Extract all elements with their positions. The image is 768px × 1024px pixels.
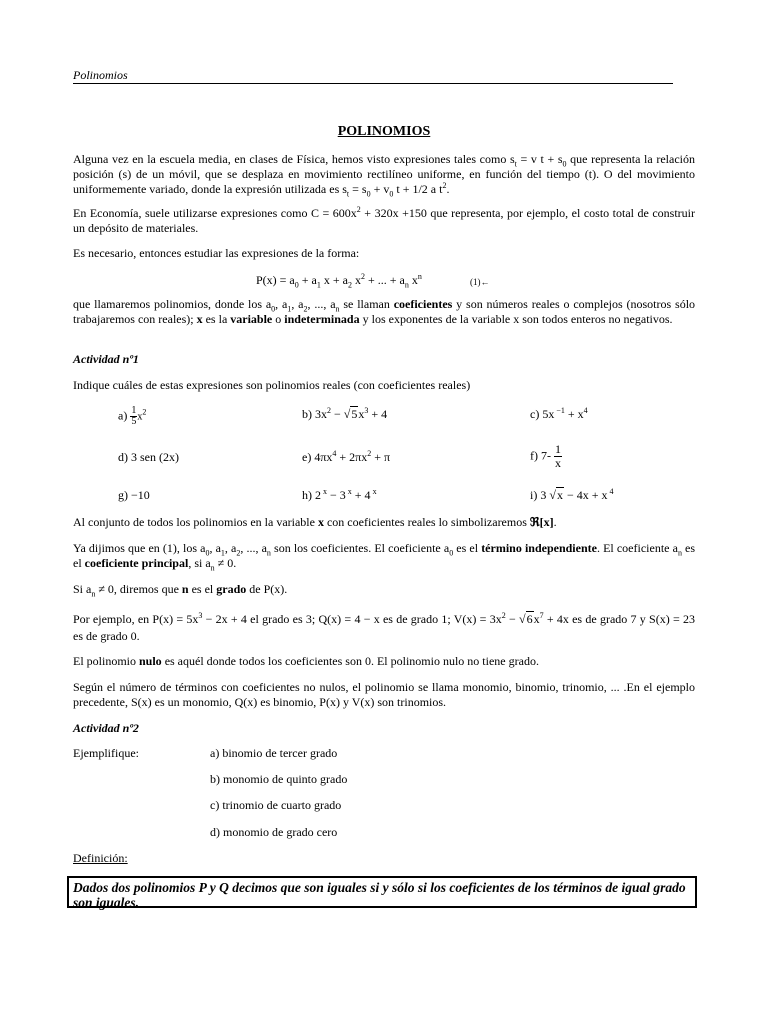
- activity-2-item-a: a) binomio de tercer grado: [210, 746, 338, 760]
- degree-example-paragraph: Por ejemplo, en $P(x) = 5x^3 - 2x + 4$ el grado es 3; Q(x) = 4 − x es de grado 1; $V(x) = 3x^2 - √6x^7 + 4x$ es de grado 7 y S(x) = 23 es de grado 0.: [73, 611, 695, 643]
- option-b: b) $3x^2 - √5x^3 + 4$: [302, 406, 388, 421]
- activity-2-item-c: c) trinomio de cuarto grado: [210, 798, 342, 812]
- set-definition-paragraph: Al conjunto de todos los polinomios en la variable x con coeficientes reales lo simbolizaremos ℜ[x].: [73, 515, 557, 529]
- polynomial-formula: $P(x) = a_0 + a_1$ $x + a_2$ $x^2$ + ... + $a_n$ $x^n$: [256, 272, 422, 290]
- activity-2-item-d: d) monomio de grado cero: [210, 825, 338, 839]
- null-polynomial-paragraph: El polinomio nulo es aquél donde todos los coeficientes son 0. El polinomio nulo no tiene grado.: [73, 654, 539, 668]
- option-e: e) $4\pi x^4 + 2\pi x^2 + \pi$: [302, 449, 391, 464]
- definition-paragraph: que llamaremos polinomios, donde los $a_0$, $a_1$, $a_2$, ..., $a_n$ se llaman coeficientes y son números reales o complejos (nosotros sólo trabajaremos con reales); x es la variable o indeterminada y los exponentes de la variable x son todos enteros no negativos.: [73, 297, 696, 326]
- classification-paragraph: Según el número de términos con coeficientes no nulos, el polinomio se llama monomio, binomio, trinomio, ... .En el ejemplo precedente, S(x) es un monomio, Q(x) es binomio, P(x) y V(x) son trinomios.: [73, 680, 695, 709]
- equation-number: (1)←: [470, 277, 490, 287]
- intro-paragraph-3: Es necesario, entonces estudiar las expresiones de la forma:: [73, 246, 360, 260]
- activity-2-item-b: b) monomio de quinto grado: [210, 772, 348, 786]
- definition-label: Definición:: [73, 851, 128, 865]
- document-title: POLINOMIOS: [337, 124, 431, 139]
- coefficients-paragraph: Ya dijimos que en (1), los $a_0$, $a_1$, $a_2$, ..., $a_n$ son los coeficientes. El coeficiente $a_0$ es el término independiente. El coeficiente $a_n$ es el coeficiente principal, si $a_n \ne 0$.: [73, 541, 696, 573]
- degree-paragraph: Si $a_n \ne 0$, diremos que n es el grado de P(x).: [73, 582, 288, 599]
- intro-paragraph-1: Alguna vez en la escuela media, en clases de Física, hemos visto expresiones tales como $s_t = v$ $t + s_0$ que representa la relación posición (s) de un móvil, que se desplaza en movimiento rectilíneo uniforme, en función del tiempo (t). O del movimiento uniformemente variado, donde la expresión utilizada es $s_t = s_0 + v_0$ t + 1/2 a $t^2$.: [73, 152, 695, 199]
- activity-2-heading: Actividad nº2: [73, 721, 139, 735]
- activity-1-prompt: Indique cuáles de estas expresiones son polinomios reales (con coeficientes reales): [73, 378, 471, 392]
- running-head: Polinomios: [73, 68, 128, 82]
- activity-1-heading: Actividad nº1: [73, 352, 139, 366]
- option-f: f) 7- $\frac{1}{x}$: [530, 442, 561, 470]
- activity-2-prompt: Ejemplifique:: [73, 746, 139, 760]
- header-rule: [73, 83, 673, 84]
- intro-paragraph-2: En Economía, suele utilizarse expresiones como $C = 600x^2 + 320x +150$ que representa, por ejemplo, el costo total de construir un depósito de materiales.: [73, 205, 695, 235]
- option-a: a) $\frac{1}{5}$ $x^2$: [118, 405, 147, 427]
- option-i: i) 3 √x − 4x + x $^4$: [530, 487, 614, 502]
- option-c: c) 5x $^{-1} + x^4$: [530, 406, 588, 421]
- option-h: h) 2 $^x$ − 3 $^x$ + 4 $^x$: [302, 487, 377, 502]
- option-g: g) −10: [118, 488, 150, 502]
- option-d: d) 3 sen (2x): [118, 450, 179, 464]
- definition-box: Dados dos polinomios P y Q decimos que son iguales si y sólo si los coeficientes de los términos de igual grado son iguales.: [67, 876, 697, 908]
